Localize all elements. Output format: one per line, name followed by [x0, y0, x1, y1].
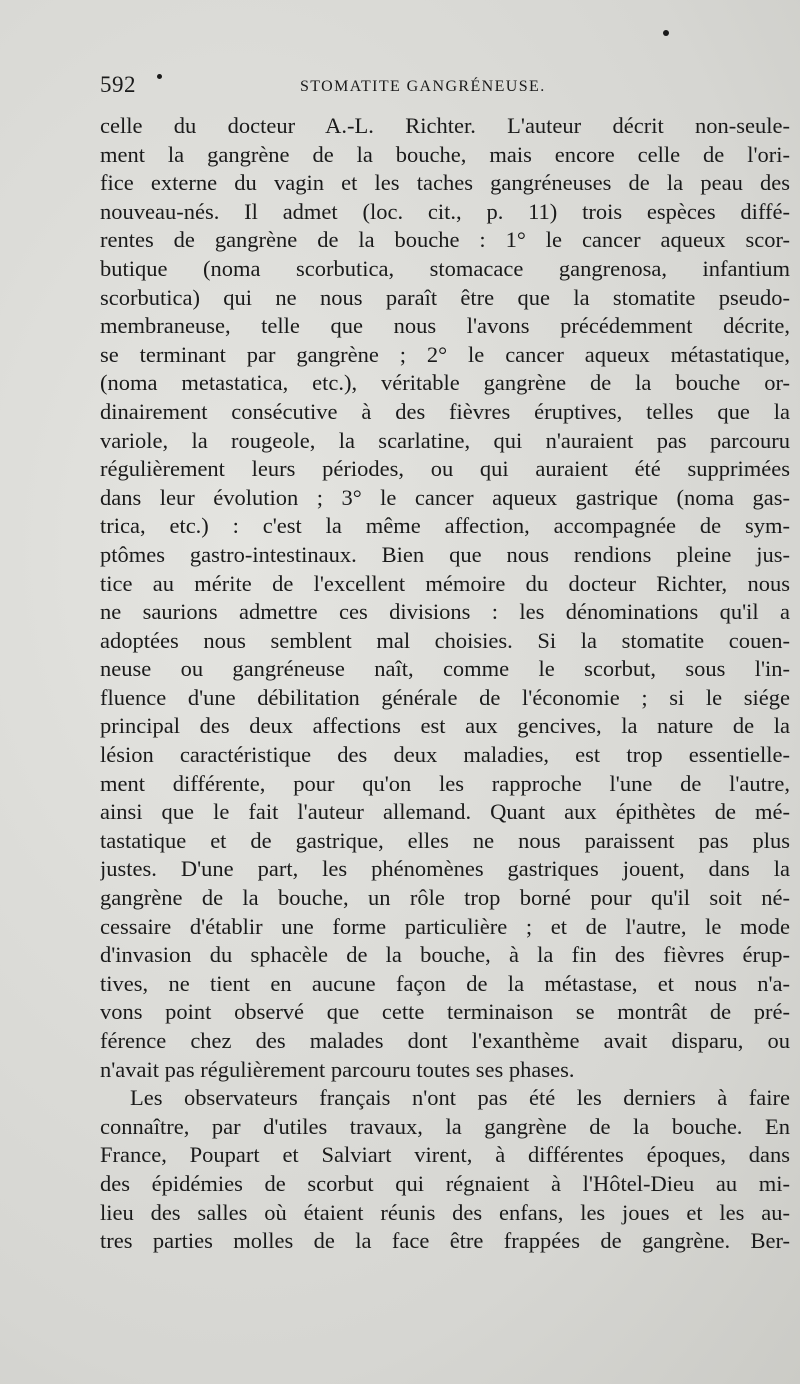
text-line: n'avait pas régulièrement parcouru toutes ses phases. [100, 1056, 575, 1082]
running-head [100, 72, 790, 102]
text-line: vons point observé que cette terminaison se montrât de pré- [100, 999, 790, 1025]
text-line: (noma metastatica, etc.), véritable gangrène de la bouche or- [100, 370, 790, 396]
text-line: celle du docteur A.-L. Richter. L'auteur décrit non-seule- [100, 113, 790, 138]
text-line: tastatique et de gastrique, elles ne nous paraissent pas plus [100, 827, 790, 853]
text-line: lieu des salles où étaient réunis des enfans, les joues et les au- [100, 1199, 790, 1225]
body-text [100, 112, 790, 1256]
text-line: cessaire d'établir une forme particulière ; et de l'autre, le mode [100, 913, 790, 939]
text-line: Les observateurs français n'ont pas été les derniers à faire [130, 1085, 790, 1111]
text-line: se terminant par gangrène ; 2° le cancer aqueux métastatique, [100, 341, 790, 367]
text-line: connaître, par d'utiles travaux, la gangrène de la bouche. En [100, 1113, 790, 1139]
text-line: principal des deux affections est aux gencives, la nature de la [100, 713, 790, 739]
text-line: ainsi que le fait l'auteur allemand. Quant aux épithètes de mé- [100, 799, 790, 825]
ink-spot [663, 30, 669, 36]
text-line: scorbutica) qui ne nous paraît être que la stomatite pseudo- [100, 284, 790, 310]
text-line: des épidémies de scorbut qui régnaient à l'Hôtel-Dieu au mi- [100, 1170, 790, 1196]
text-line: fluence d'une débilitation générale de l'économie ; si le siége [100, 684, 790, 710]
paragraph-1 [100, 112, 790, 1084]
text-line: trica, etc.) : c'est la même affection, accompagnée de sym- [100, 513, 790, 539]
text-line: France, Poupart et Salviart virent, à différentes époques, dans [100, 1142, 790, 1168]
text-line: neuse ou gangréneuse naît, comme le scorbut, sous l'in- [100, 656, 790, 682]
text-line: tice au mérite de l'excellent mémoire du docteur Richter, nous [100, 570, 790, 596]
text-line: férence chez des malades dont l'exanthème avait disparu, ou [100, 1028, 790, 1053]
text-line: dinairement consécutive à des fièvres éruptives, telles que la [100, 398, 790, 424]
text-line: gangrène de la bouche, un rôle trop borné pour qu'il soit né- [100, 885, 790, 911]
page-number: 592 [100, 72, 136, 97]
text-line: ment différente, pour qu'on les rapproche l'une de l'autre, [100, 770, 790, 796]
running-title: STOMATITE GANGRÉNEUSE. [300, 78, 546, 95]
text-line: tives, ne tient en aucune façon de la métastase, et nous n'a- [100, 970, 790, 996]
text-line: ptômes gastro-intestinaux. Bien que nous rendions pleine jus- [100, 541, 790, 567]
text-line: ment la gangrène de la bouche, mais encore celle de l'ori- [100, 141, 790, 167]
text-line: membraneuse, telle que nous l'avons précédemment décrite, [100, 313, 790, 339]
text-line: fice externe du vagin et les taches gangréneuses de la peau des [100, 170, 790, 196]
text-line: tres parties molles de la face être frappées de gangrène. Ber- [100, 1228, 790, 1254]
text-line: butique (noma scorbutica, stomacace gangrenosa, infantium [100, 255, 790, 281]
text-line: variole, la rougeole, la scarlatine, qui n'auraient pas parcouru [100, 427, 790, 453]
text-line: nouveau-nés. Il admet (loc. cit., p. 11) trois espèces diffé- [100, 198, 790, 224]
text-line: rentes de gangrène de la bouche : 1° le cancer aqueux scor- [100, 227, 790, 253]
text-line: régulièrement leurs périodes, ou qui auraient été supprimées [100, 456, 790, 482]
text-line: dans leur évolution ; 3° le cancer aqueux gastrique (noma gas- [100, 484, 790, 510]
text-line: justes. D'une part, les phénomènes gastriques jouent, dans la [100, 856, 790, 882]
text-line: lésion caractéristique des deux maladies, est trop essentielle- [100, 742, 790, 768]
text-line: ne saurions admettre ces divisions : les dénominations qu'il a [100, 599, 790, 625]
paragraph-2 [100, 1084, 790, 1256]
text-line: adoptées nous semblent mal choisies. Si la stomatite couen- [100, 627, 790, 653]
text-line: d'invasion du sphacèle de la bouche, à la fin des fièvres érup- [100, 942, 790, 968]
